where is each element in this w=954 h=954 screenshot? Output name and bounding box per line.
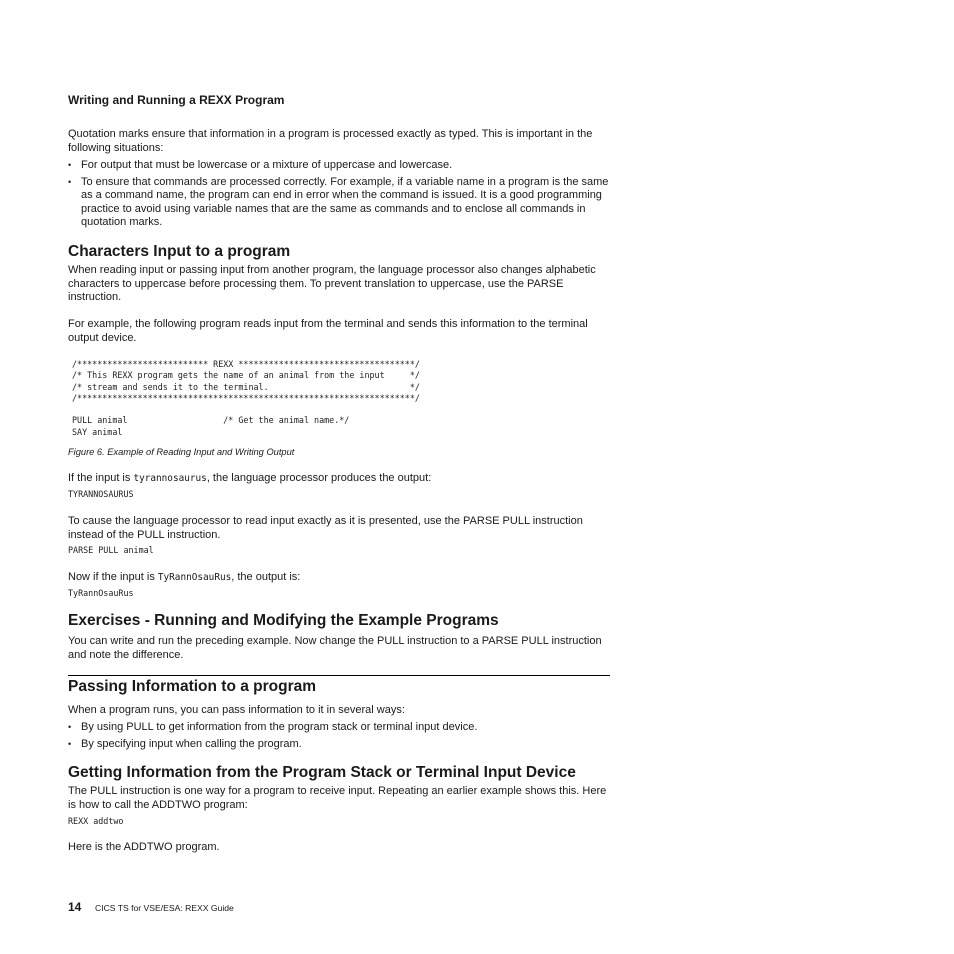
list-item: • By specifying input when calling the program.: [68, 738, 613, 752]
code-example-rexx: /************************** REXX ***********************************/ /* This REXX program gets the name of an animal from the input */ /* stream and sends it to the terminal. */ /*******************************************************************/ PULL animal /* Get the animal name.*/ SAY animal: [72, 359, 420, 437]
text: , the output is:: [231, 571, 301, 583]
code-example-addtwo: REXX addtwo: [68, 816, 124, 826]
inline-code: TyRannOsauRus: [157, 572, 232, 583]
characters-paragraph-1: When reading input or passing input from another program, the language processor also changes alphabetic characters to uppercase before processing them. To prevent translation to uppercase, use the PARSE instruction.: [68, 264, 596, 304]
list-item: • By using PULL to get information from the program stack or terminal input device.: [68, 721, 613, 735]
section-heading-getting: Getting Information from the Program Stack or Terminal Input Device: [68, 764, 576, 781]
getting-paragraph: The PULL instruction is one way for a program to receive input. Repeating an earlier example shows this. Here is how to call the ADDTWO program:: [68, 785, 607, 811]
inline-code: tyrannosaurus: [133, 473, 207, 484]
passing-bullet-list: [68, 721, 613, 751]
list-item: • To ensure that commands are processed correctly. For example, if a variable name in a program is the same as a command name, the program can end in error when the command is issued. It is a good programming practice to avoid using variable names that are the same as commands and to enclose all commands in quotation marks.: [68, 176, 613, 230]
section-heading-passing: Passing Information to a program: [68, 678, 317, 695]
running-head: Writing and Running a REXX Program: [68, 93, 285, 107]
page-number: 14: [68, 900, 82, 914]
figure-caption: Figure 6. Example of Reading Input and Writing Output: [68, 447, 295, 457]
list-item: • For output that must be lowercase or a mixture of uppercase and lowercase.: [68, 159, 613, 173]
book-title: CICS TS for VSE/ESA: REXX Guide: [95, 903, 234, 913]
characters-paragraph-2: For example, the following program reads input from the terminal and sends this information to the terminal output device.: [68, 318, 588, 344]
text: If the input is: [68, 472, 134, 484]
section-heading-characters: Characters Input to a program: [68, 243, 291, 260]
passing-paragraph: When a program runs, you can pass information to it in several ways:: [68, 704, 405, 716]
getting-paragraph-2: Here is the ADDTWO program.: [68, 841, 220, 853]
output-example-1: TYRANNOSAURUS: [68, 489, 134, 499]
exercises-paragraph: You can write and run the preceding example. Now change the PULL instruction to a PARSE PULL instruction and note the difference.: [68, 635, 602, 661]
characters-paragraph-3: To cause the language processor to read input exactly as it is presented, use the PARSE PULL instruction instead of the PULL instruction.: [68, 515, 583, 541]
now-sentence: [68, 571, 613, 585]
code-example-parse: PARSE PULL animal: [68, 545, 154, 555]
text: Now if the input is: [68, 571, 158, 583]
text: , the language processor produces the output:: [206, 472, 432, 484]
section-heading-exercises: Exercises - Running and Modifying the Example Programs: [68, 612, 499, 629]
output-example-2: TyRannOsauRus: [68, 588, 134, 598]
input-sentence: [68, 472, 613, 486]
intro-bullet-list: [68, 159, 613, 230]
section-divider: [68, 675, 610, 676]
intro-paragraph: Quotation marks ensure that information in a program is processed exactly as typed. This is important in the following situations:: [68, 128, 593, 154]
